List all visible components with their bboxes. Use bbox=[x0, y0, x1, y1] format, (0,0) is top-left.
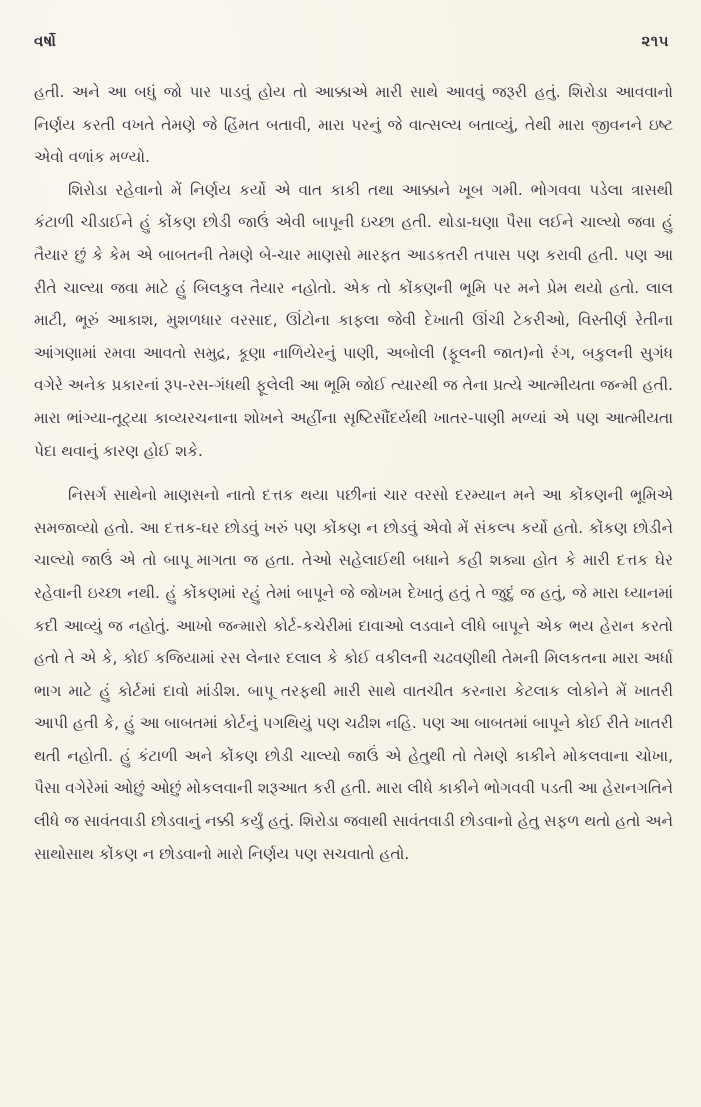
page-number: ૨૧૫ bbox=[641, 32, 669, 50]
body-text bbox=[34, 76, 673, 870]
chapter-title: વર્ષો bbox=[34, 32, 57, 50]
paragraph-2: શિરોડા રહેવાનો મેં નિર્ણય કર્યો એ વાત કાકી તથા આક્કાને ખૂબ ગમી. ભોગવવા પડેલા ત્રાસથી કંટાળી ચીડાઈને હું કોંકણ છોડી જાઉં એવી બાપૂની ઇચ્છા હતી. થોડા-ઘણા પૈસા લઈને ચાલ્યો જવા હું તૈયાર છું કે કેમ એ બાબતની તેમણે બે-ચાર માણસો મારફત આડકતરી તપાસ પણ કરાવી હતી. પણ આ રીતે ચાલ્યા જવા માટે હું બિલકુલ તૈયાર નહોતો. એક તો કોંકણની ભૂમિ પર મને પ્રેમ થયો હતો. લાલ માટી, ભૂરું આકાશ, મુશળધાર વરસાદ, ઊંટોના કાફલા જેવી દેખાતી ઊંચી ટેકરીઓ, વિસ્તીર્ણ રેતીના આંગણામાં રમવા આવતો સમુદ્ર, કૂણા નાળિયેરનું પાણી, અબોલી (ફૂલની જાત)નો રંગ, બકુલની સુગંધ વગેરે અનેક પ્રકારનાં રૂપ-રસ-ગંધથી ફૂલેલી આ ભૂમિ જોઈ ત્યારથી જ તેના પ્રત્યે આત્મીયતા જન્મી હતી. મારા ભાંગ્યા-તૂટ્યા કાવ્યરચનાના શોખને અહીંના સૃષ્ટિસૌંદર્યથી ખાતર-પાણી મળ્યાં એ પણ આત્મીયતા પેદા થવાનું કારણ હોઈ શકે. bbox=[34, 180, 673, 460]
paragraph-3: નિસર્ગ સાથેનો માણસનો નાતો દત્તક થયા પછીનાં ચાર વરસો દરમ્યાન મને આ કોંકણની ભૂમિએ સમજાવ્યો હતો. આ દત્તક-ઘર છોડવું ખરું પણ કોંકણ ન છોડવું એવો મેં સંકલ્પ કર્યો હતો. કોંકણ છોડીને ચાલ્યો જાઉં એ તો બાપૂ માગતા જ હતા. તેઓ સહેલાઈથી બધાને કહી શક્યા હોત કે મારી દત્તક ઘેર રહેવાની ઇચ્છા નથી. હું કોંકણમાં રહું તેમાં બાપૂને જે જોખમ દેખાતું હતું તે જુદું જ હતું, જે મારા ધ્યાનમાં કદી આવ્યું જ નહોતું. આખો જન્મારો કોર્ટ-કચેરીમાં દાવાઓ લડવાને લીધે બાપૂને એક ભય હેરાન કરતો હતો તે એ કે, કોઈ કજિયામાં રસ લેનાર દલાલ કે કોઈ વકીલની ચઢવણીથી તેમની મિલકતના મારા અર્ધા ભાગ માટે હું કોર્ટમાં દાવો માંડીશ. બાપૂ તરફથી મારી સાથે વાતચીત કરનારા કેટલાક લોકોને મેં ખાતરી આપી હતી કે, હું આ બાબતમાં કોર્ટનું પગથિયું પણ ચઢીશ નહિ. પણ આ બાબતમાં બાપૂને કોઈ રીતે ખાતરી થતી નહોતી. હું કંટાળી અને કોંકણ છોડી ચાલ્યો જાઉં એ હેતુથી તો તેમણે કાકીને મોકલવાના ચોખા, પૈસા વગેરેમાં ઓછું ઓછું મોકલવાની શરૂઆત કરી હતી. મારા લીધે કાકીને ભોગવવી પડતી આ હેરાનગતિને લીધે જ સાવંતવાડી છોડવાનું નક્કી કર્યું હતું. શિરોડા જવાથી સાવંતવાડી છોડવાનો હેતુ સફળ થતો હતો અને સાથોસાથ કોંકણ ન છોડવાનો મારો નિર્ણય પણ સચવાતો હતો. bbox=[34, 486, 673, 863]
paragraph-1: હતી. અને આ બધું જો પાર પાડવું હોય તો આક્કાએ મારી સાથે આવવું જરૂરી હતું. શિરોડા આવવાનો નિર્ણય કરતી વખતે તેમણે જે હિંમત બતાવી, મારા પરનું જે વાત્સલ્ય બતાવ્યું, તેથી મારા જીવનને ઇષ્ટ એવો વળાંક મળ્યો. bbox=[34, 83, 673, 167]
running-header bbox=[34, 28, 673, 54]
